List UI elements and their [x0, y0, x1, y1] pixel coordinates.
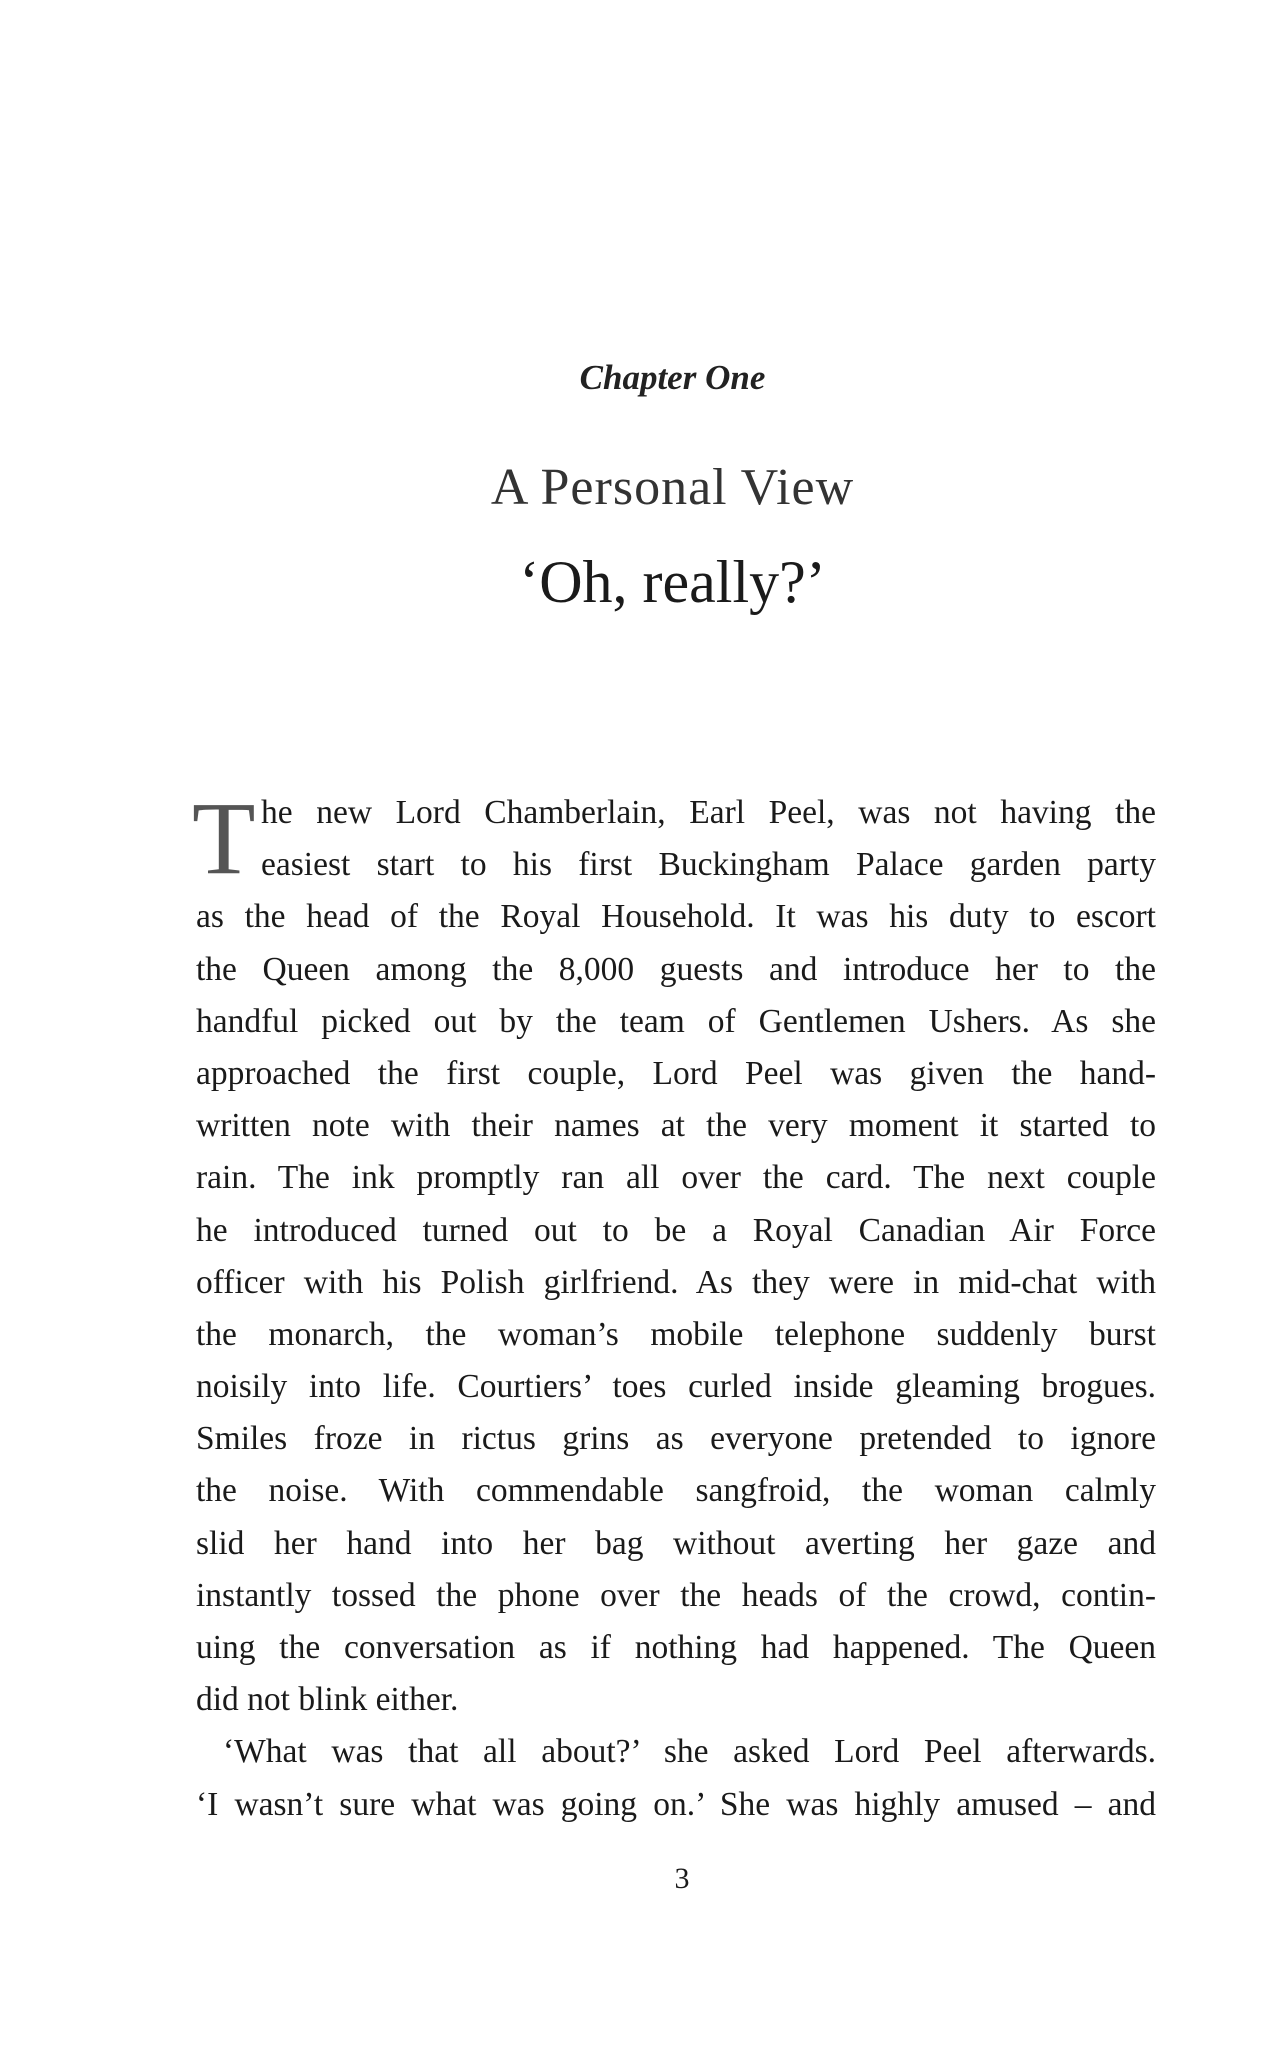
- text-line: slid her hand into her bag without averting her gaze and: [196, 1524, 1156, 1562]
- chapter-title: A Personal View: [490, 459, 855, 516]
- chapter-label: Chapter One: [579, 358, 766, 397]
- text-line: easiest start to his first Buckingham Palace garden party: [261, 846, 1156, 884]
- text-line: approached the first couple, Lord Peel was given the hand-: [196, 1054, 1156, 1092]
- text-line: he introduced turned out to be a Royal Canadian Air Force: [196, 1211, 1156, 1249]
- chapter-subtitle: ‘Oh, really?’: [519, 549, 826, 615]
- text-line: handful picked out by the team of Gentlemen Ushers. As she: [196, 1002, 1156, 1040]
- text-line: he new Lord Chamberlain, Earl Peel, was not having the: [261, 794, 1156, 831]
- drop-cap: T: [192, 781, 256, 896]
- page-number: 3: [674, 1862, 690, 1895]
- text-line: officer with his Polish girlfriend. As they were in mid-chat with: [196, 1263, 1156, 1301]
- text-line: as the head of the Royal Household. It was his duty to escort: [196, 898, 1156, 936]
- text-line: the monarch, the woman’s mobile telephone suddenly burst: [196, 1315, 1156, 1353]
- text-line: rain. The ink promptly ran all over the card. The next couple: [196, 1159, 1156, 1197]
- text-line: did not blink either.: [196, 1681, 459, 1719]
- text-line: written note with their names at the very moment it started to: [196, 1107, 1156, 1145]
- text-line: Smiles froze in rictus grins as everyone pretended to ignore: [196, 1420, 1156, 1458]
- text-line: ‘What was that all about?’ she asked Lord Peel afterwards.: [223, 1733, 1156, 1771]
- text-line: ‘I wasn’t sure what was going on.’ She was highly amused – and: [196, 1785, 1156, 1823]
- body-text: [192, 781, 1156, 1831]
- text-line: the Queen among the 8,000 guests and introduce her to the: [196, 950, 1156, 988]
- text-line: instantly tossed the phone over the heads of the crowd, contin-: [196, 1576, 1156, 1614]
- text-line: noisily into life. Courtiers’ toes curled inside gleaming brogues.: [196, 1368, 1156, 1406]
- text-line: uing the conversation as if nothing had happened. The Queen: [196, 1629, 1156, 1666]
- text-line: the noise. With commendable sangfroid, the woman calmly: [196, 1472, 1156, 1510]
